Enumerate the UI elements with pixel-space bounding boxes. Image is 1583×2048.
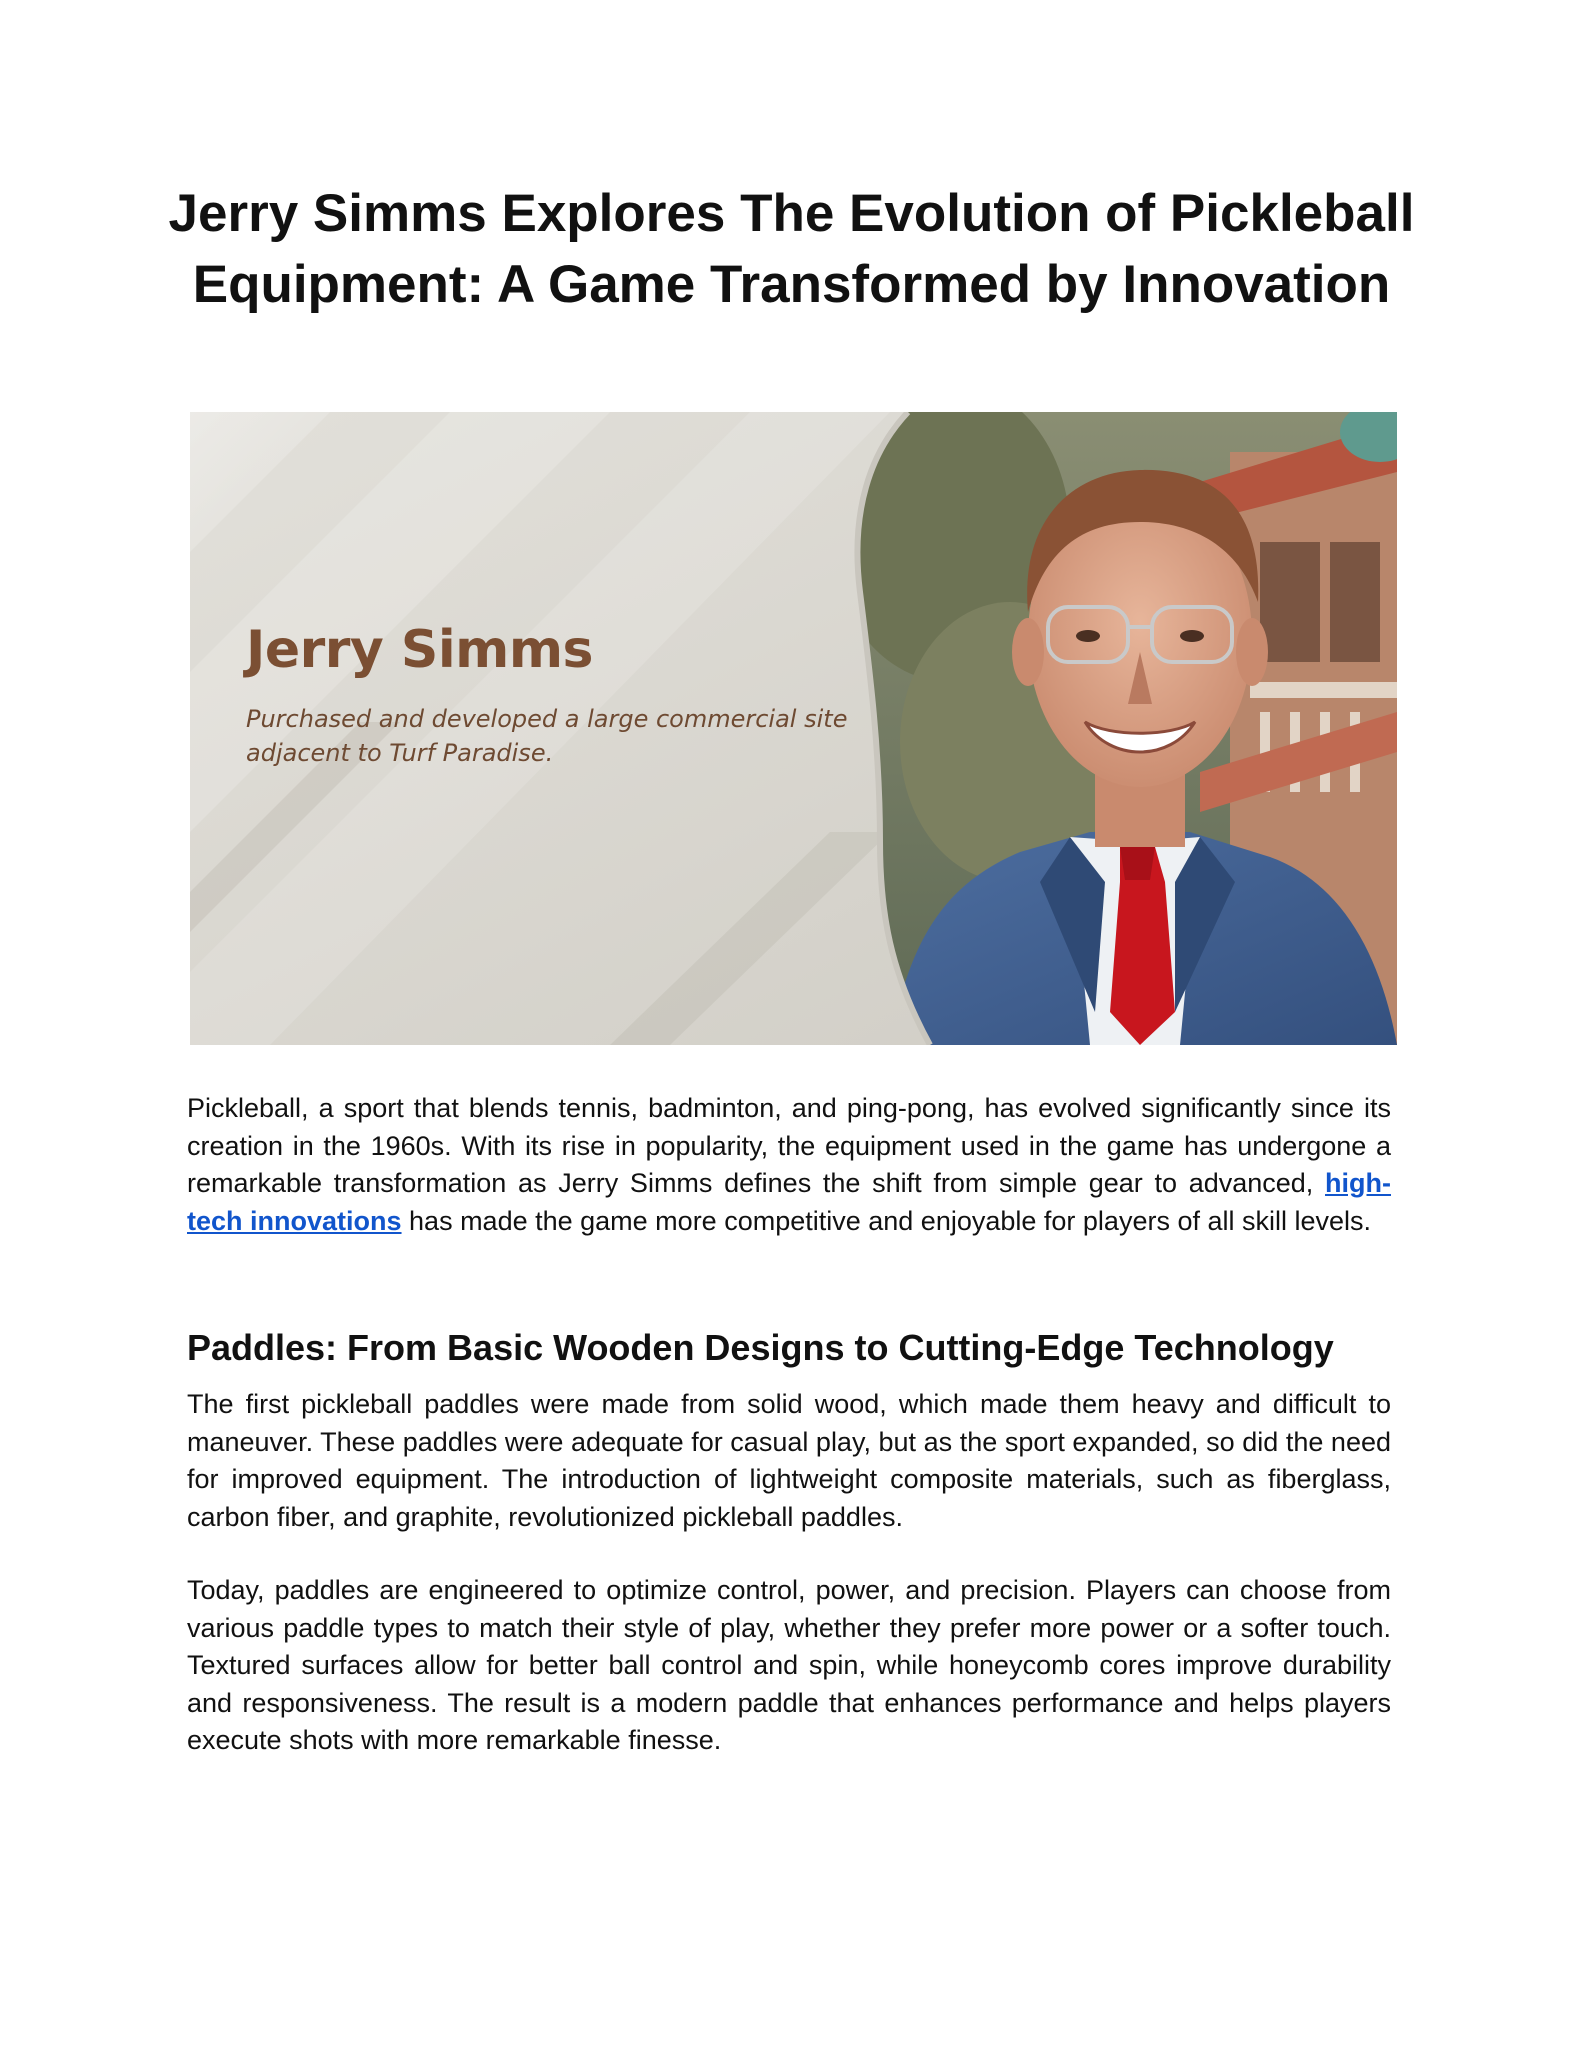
hero-caption: Purchased and developed a large commercial site adjacent to Turf Paradise. [246, 705, 848, 767]
high-tech-innovations-link[interactable]: high-tech innovations [187, 1168, 1391, 1236]
section-heading: Paddles: From Basic Wooden Designs to Cutting-Edge Technology [187, 1327, 1334, 1368]
intro-paragraph [187, 1090, 1391, 1240]
hero-banner-image [190, 412, 1397, 1045]
intro-text-before-link: Pickleball, a sport that blends tennis, badminton, and ping-pong, has evolved significantly since its creation in the 1960s. With its rise in popularity, the equipment used in the game has undergone a remarkable transformation as Jerry Simms defines the shift from simple gear to advanced, [187, 1093, 1391, 1198]
portrait-photo-icon [830, 412, 1397, 1045]
body-paragraph: The first pickleball paddles were made from solid wood, which made them heavy and difficult to maneuver. These paddles were adequate for casual play, but as the sport expanded, so did the need for improved equipment. The introduction of lightweight composite materials, such as fiberglass, carbon fiber, and graphite, revolutionized pickleball paddles. [187, 1389, 1391, 1532]
article-title: Jerry Simms Explores The Evolution of Pickleball Equipment: A Game Transformed by Innovation [168, 184, 1415, 314]
intro-text-after-link: has made the game more competitive and enjoyable for players of all skill levels. [401, 1205, 1372, 1236]
hero-person-name: Jerry Simms [246, 620, 593, 680]
body-paragraph: Today, paddles are engineered to optimize control, power, and precision. Players can choose from various paddle types to match their style of play, whether they prefer more power or a softer touch. Textured surfaces allow for better ball control and spin, while honeycomb cores improve durability and responsiveness. The result is a modern paddle that enhances performance and helps players execute shots with more remarkable finesse. [187, 1575, 1391, 1755]
